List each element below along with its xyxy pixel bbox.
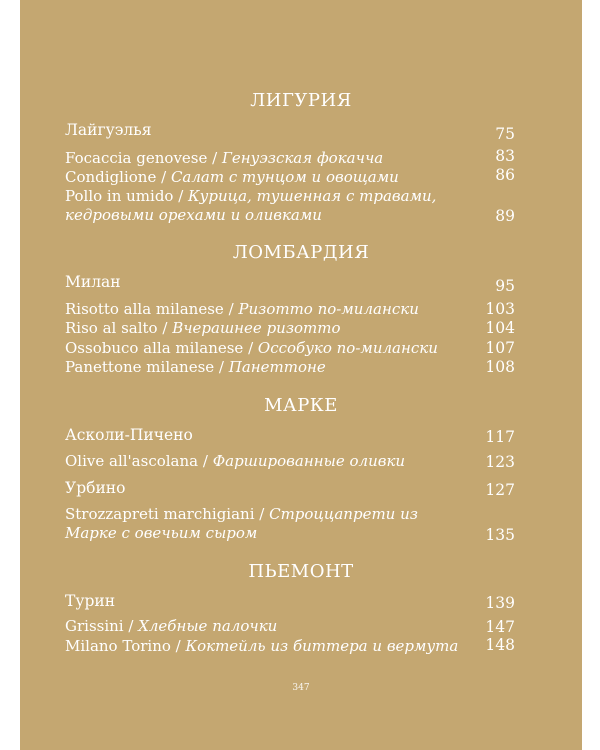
region-heading: ЛИГУРИЯ bbox=[250, 90, 352, 111]
entry-translation: Оссобуко по-милански bbox=[257, 339, 438, 357]
recipe-entry bbox=[65, 358, 515, 377]
page-number: 139 bbox=[485, 594, 515, 612]
entry-title: Асколи-Пичено bbox=[65, 426, 193, 444]
folio-page-number: 347 bbox=[292, 683, 310, 693]
entry-translation: Вчерашнее ризотто bbox=[172, 319, 341, 337]
entry-translation: Хлебные палочки bbox=[138, 617, 278, 635]
page-number: 104 bbox=[485, 319, 515, 337]
page-number: 147 bbox=[485, 618, 515, 636]
entry-translation: Строццапрети из Марке с овечьим сыром bbox=[65, 505, 418, 542]
region-heading: МАРКЕ bbox=[264, 395, 338, 416]
page-number: 127 bbox=[485, 481, 515, 499]
page-number: 135 bbox=[485, 526, 515, 544]
page-number: 103 bbox=[485, 300, 515, 318]
page-number: 117 bbox=[485, 428, 515, 446]
recipe-entry bbox=[65, 319, 515, 338]
recipe-entry bbox=[65, 617, 515, 636]
entry-title: Strozzapreti marchigiani / bbox=[65, 505, 270, 523]
region-heading: ПЬЕМОНТ bbox=[248, 561, 354, 582]
entry-title: Risotto alla milanese / bbox=[65, 300, 239, 318]
entry-title: Pollo in umido / bbox=[65, 187, 189, 205]
recipe-entry bbox=[65, 637, 515, 656]
recipe-entry bbox=[65, 168, 515, 187]
city-entry bbox=[65, 121, 515, 140]
region-heading: ЛОМБАРДИЯ bbox=[232, 242, 370, 263]
entry-title: Grissini / bbox=[65, 617, 139, 635]
recipe-entry bbox=[65, 339, 515, 358]
city-entry bbox=[65, 426, 515, 445]
entry-title: Condiglione / bbox=[65, 168, 171, 186]
page-number: 86 bbox=[495, 166, 515, 184]
entry-title: Milano Torino / bbox=[65, 637, 186, 655]
page-number: 107 bbox=[485, 339, 515, 357]
entry-title: Focaccia genovese / bbox=[65, 149, 222, 167]
entry-translation: Панеттоне bbox=[228, 358, 326, 376]
entry-title: Olive all'ascolana / bbox=[65, 452, 213, 470]
recipe-entry bbox=[65, 149, 515, 168]
entry-translation: Курица, тушенная с травами, кедровыми орехами и оливками bbox=[65, 187, 437, 224]
book-page bbox=[20, 0, 582, 750]
entry-title: Riso al salto / bbox=[65, 319, 173, 337]
entry-title: Милан bbox=[65, 273, 121, 291]
entry-translation: Фаршированные оливки bbox=[212, 452, 406, 470]
entry-title: Турин bbox=[65, 592, 116, 610]
city-entry bbox=[65, 592, 515, 611]
entry-translation: Генуэзская фокачча bbox=[221, 149, 384, 167]
recipe-entry bbox=[65, 187, 455, 225]
entry-translation: Ризотто по-милански bbox=[238, 300, 419, 318]
page-number: 95 bbox=[495, 277, 515, 295]
entry-title: Panettone milanese / bbox=[65, 358, 229, 376]
page-number: 83 bbox=[495, 147, 515, 165]
page-number: 123 bbox=[485, 453, 515, 471]
page-number: 108 bbox=[485, 358, 515, 376]
entry-title: Лайгуэлья bbox=[65, 121, 152, 139]
recipe-entry bbox=[65, 452, 515, 471]
recipe-entry bbox=[65, 505, 425, 543]
entry-translation: Салат с тунцом и овощами bbox=[170, 168, 399, 186]
page-number: 89 bbox=[495, 207, 515, 225]
city-entry bbox=[65, 273, 515, 292]
recipe-entry bbox=[65, 300, 515, 319]
city-entry bbox=[65, 479, 515, 498]
page-number: 148 bbox=[485, 636, 515, 654]
page-number: 75 bbox=[495, 125, 515, 143]
entry-title: Урбино bbox=[65, 479, 126, 497]
entry-translation: Коктейль из биттера и вермута bbox=[185, 637, 459, 655]
entry-title: Ossobuco alla milanese / bbox=[65, 339, 258, 357]
